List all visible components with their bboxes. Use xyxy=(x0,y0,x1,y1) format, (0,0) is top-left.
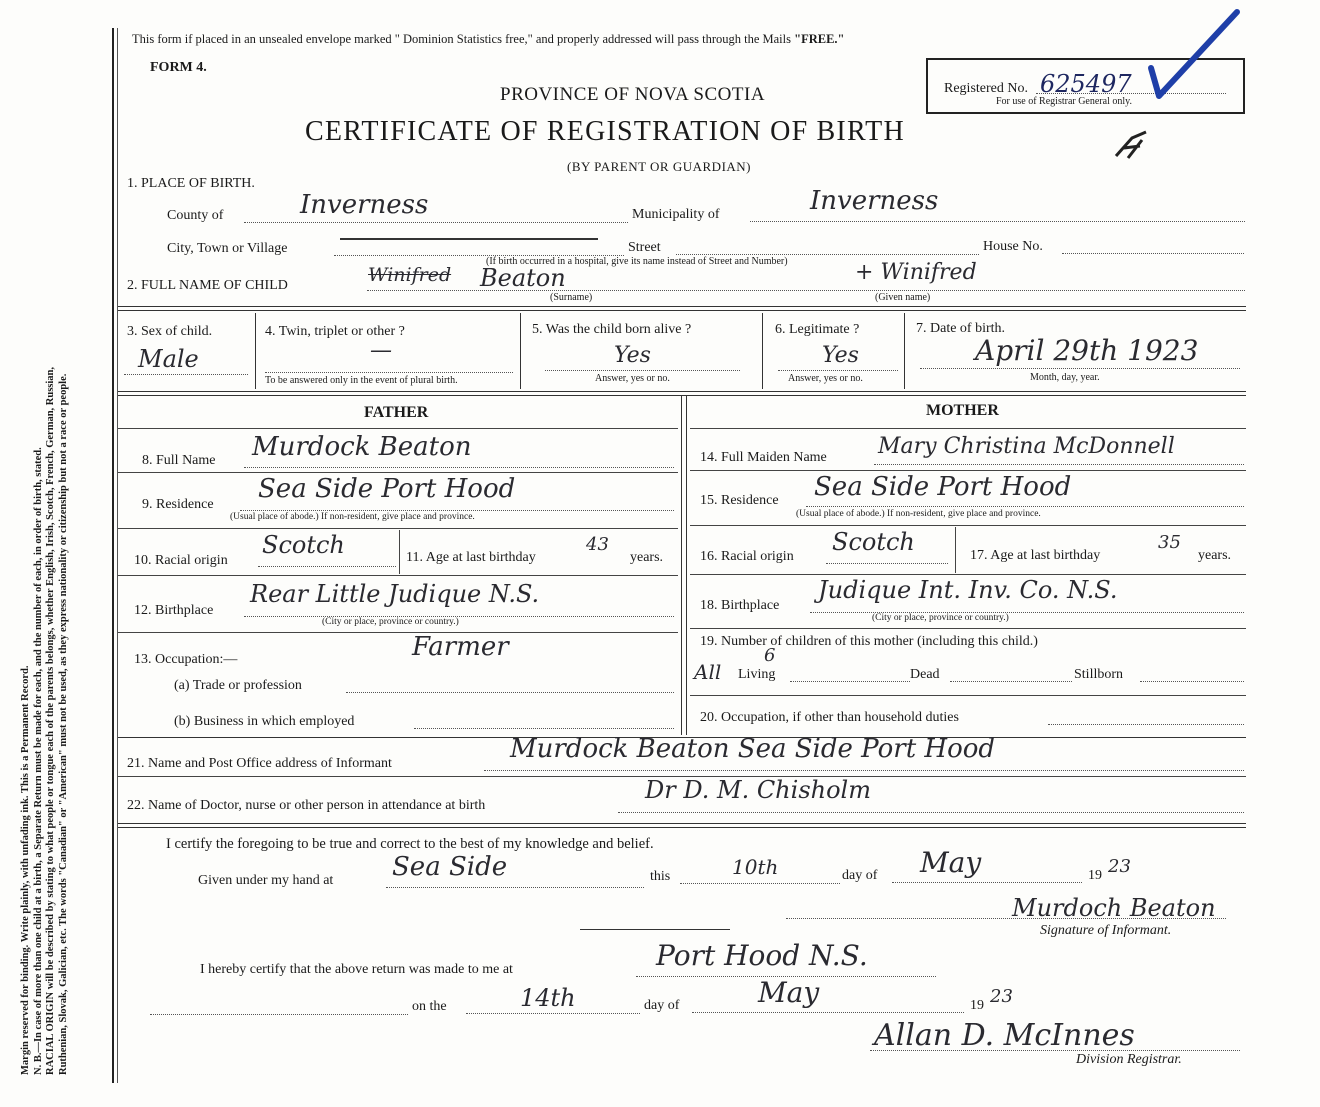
registrar-caption: Division Registrar. xyxy=(1076,1052,1182,1067)
mother-birthplace-note: (City or place, province or country.) xyxy=(872,613,1009,623)
binding-margin-rule-inner xyxy=(117,28,118,1083)
father-birthplace-label: 12. Birthplace xyxy=(134,603,214,618)
father-residence-value: Sea Side Port Hood xyxy=(258,474,516,504)
father-name-label: 8. Full Name xyxy=(142,453,216,468)
father-age-label: 11. Age at last birthday xyxy=(406,550,536,565)
margin-line-1: Margin reserved for binding. Write plainly, with unfading ink. This is a Permanent Record. xyxy=(20,665,31,1075)
municipality-label: Municipality of xyxy=(632,207,720,222)
informant-signature: Murdoch Beaton xyxy=(1012,894,1216,922)
legitimate-value: Yes xyxy=(822,343,859,368)
born-alive-value: Yes xyxy=(614,343,651,368)
registrar-day-value: 14th xyxy=(520,984,576,1012)
province-title: PROVINCE OF NOVA SCOTIA xyxy=(500,84,766,105)
date-of-birth-note: Month, day, year. xyxy=(1030,372,1100,383)
year-value: 23 xyxy=(1108,856,1131,877)
twin-value: — xyxy=(370,338,392,363)
city-label: City, Town or Village xyxy=(167,241,288,256)
year-prefix: 19 xyxy=(1088,868,1102,883)
twin-note: To be answered only in the event of plural birth. xyxy=(265,375,458,386)
registered-note: For use of Registrar General only. xyxy=(996,96,1132,107)
postal-note: This form if placed in an unsealed envelope marked " Dominion Statistics free," and properly addressed will pass through the Mails "FREE." xyxy=(132,32,845,46)
mother-residence-value: Sea Side Port Hood xyxy=(814,472,1072,502)
mother-occupation-label: 20. Occupation, if other than household duties xyxy=(700,710,959,725)
registrar-month-value: May xyxy=(758,976,820,1009)
father-racial-value: Scotch xyxy=(262,531,345,559)
mother-residence-note: (Usual place of abode.) If non-resident, give place and province. xyxy=(796,509,1041,519)
margin-instructions xyxy=(20,15,70,1075)
children-count-label: 19. Number of children of this mother (including this child.) xyxy=(700,634,1038,649)
this-label: this xyxy=(650,869,671,884)
on-the-label: on the xyxy=(412,999,447,1014)
mother-racial-value: Scotch xyxy=(832,528,915,556)
given-place-value: Sea Side xyxy=(392,852,508,882)
dead-label: Dead xyxy=(910,667,940,682)
margin-line-4: Ruthenian, Slovak, Galician, etc. The words "Canadian" or "American" must not be used, as they express nationality or citizenship but not a race or people. xyxy=(57,373,69,1075)
father-residence-note: (Usual place of abode.) If non-resident, give place and province. xyxy=(230,512,475,522)
child-name-label: 2. FULL NAME OF CHILD xyxy=(127,278,288,293)
mother-heading: MOTHER xyxy=(926,402,999,419)
father-racial-label: 10. Racial origin xyxy=(134,553,228,568)
date-of-birth-label: 7. Date of birth. xyxy=(916,321,1006,336)
given-under-label: Given under my hand at xyxy=(198,873,334,888)
county-value: Inverness xyxy=(300,190,429,220)
hospital-note: (If birth occurred in a hospital, give its name instead of Street and Number) xyxy=(486,256,788,267)
stillborn-label: Stillborn xyxy=(1074,667,1124,682)
street-label: Street xyxy=(628,240,661,255)
born-alive-note: Answer, yes or no. xyxy=(595,373,670,384)
child-given-value: + Winifred xyxy=(855,260,977,285)
informant-label: 21. Name and Post Office address of Informant xyxy=(127,756,392,771)
registrar-year-prefix: 19 xyxy=(970,998,984,1013)
city-dash xyxy=(340,238,598,240)
day-value: 10th xyxy=(732,855,779,879)
house-number-label: House No. xyxy=(983,239,1043,254)
living-value: 6 xyxy=(764,645,776,666)
born-alive-label: 5. Was the child born alive ? xyxy=(532,322,692,337)
father-age-unit: years. xyxy=(630,550,664,565)
margin-line-2: N. B.—In case of more than one child at a birth, a Separate Return must be made for each, and the number of each, in order of birth, stated. xyxy=(32,447,44,1075)
registrar-day-of-label: day of xyxy=(644,998,680,1013)
father-business-label: (b) Business in which employed xyxy=(174,714,355,729)
father-trade-label: (a) Trade or profession xyxy=(174,678,302,693)
legitimate-label: 6. Legitimate ? xyxy=(775,322,860,337)
ink-mark-icon xyxy=(1112,128,1152,164)
father-occupation-label: 13. Occupation:— xyxy=(134,652,238,667)
child-surname-value: Beaton xyxy=(480,264,566,292)
registrar-year-value: 23 xyxy=(990,986,1013,1007)
mother-age-label: 17. Age at last birthday xyxy=(970,548,1101,563)
sex-value: Male xyxy=(138,345,199,373)
registered-value: 625497 xyxy=(1040,70,1132,98)
living-label: Living xyxy=(738,667,776,682)
registrar-signature: Allan D. McInnes xyxy=(874,1018,1135,1053)
informant-value: Murdock Beaton Sea Side Port Hood xyxy=(510,734,996,764)
father-age-value: 43 xyxy=(586,534,609,555)
mother-racial-label: 16. Racial origin xyxy=(700,549,794,564)
page-title: CERTIFICATE OF REGISTRATION OF BIRTH xyxy=(305,116,905,147)
mother-name-value: Mary Christina McDonnell xyxy=(878,434,1175,459)
sex-label: 3. Sex of child. xyxy=(127,324,213,339)
children-all-value: All xyxy=(694,660,722,684)
place-of-birth-heading: 1. PLACE OF BIRTH. xyxy=(127,176,255,191)
legitimate-note: Answer, yes or no. xyxy=(788,373,863,384)
month-value: May xyxy=(920,846,982,879)
county-label: County of xyxy=(167,208,224,223)
margin-line-3: RACIAL ORIGIN will be described by stating to what people or tongue each of the parents belongs, whether English, Irish, Scotch, French, German, Russian, xyxy=(45,366,56,1075)
father-occupation-value: Farmer xyxy=(412,632,509,662)
mother-age-unit: years. xyxy=(1198,548,1232,563)
registrar-statement: I hereby certify that the above return was made to me at xyxy=(200,962,513,977)
father-birthplace-value: Rear Little Judique N.S. xyxy=(250,580,540,608)
father-name-value: Murdock Beaton xyxy=(252,432,472,462)
mother-name-label: 14. Full Maiden Name xyxy=(700,450,827,465)
father-residence-label: 9. Residence xyxy=(142,497,214,512)
father-birthplace-note: (City or place, province or country.) xyxy=(322,617,459,627)
signature-caption: Signature of Informant. xyxy=(1040,923,1172,938)
doctor-label: 22. Name of Doctor, nurse or other person in attendance at birth xyxy=(127,798,486,813)
surname-caption: (Surname) xyxy=(550,292,593,303)
day-of-label: day of xyxy=(842,868,878,883)
mother-birthplace-value: Judique Int. Inv. Co. N.S. xyxy=(818,576,1118,604)
twin-label: 4. Twin, triplet or other ? xyxy=(265,324,405,339)
binding-margin-rule xyxy=(112,28,114,1083)
date-of-birth-value: April 29th 1923 xyxy=(975,334,1199,367)
doctor-value: Dr D. M. Chisholm xyxy=(645,776,871,804)
mother-age-value: 35 xyxy=(1158,532,1181,553)
page-subtitle: (BY PARENT OR GUARDIAN) xyxy=(567,159,752,174)
mother-birthplace-label: 18. Birthplace xyxy=(700,598,780,613)
registrar-place-value: Port Hood N.S. xyxy=(656,939,868,972)
given-caption: (Given name) xyxy=(875,292,931,303)
father-heading: FATHER xyxy=(364,404,429,421)
certify-statement: I certify the foregoing to be true and correct to the best of my knowledge and belief. xyxy=(166,836,654,852)
blue-checkmark-icon xyxy=(1145,6,1245,106)
municipality-value: Inverness xyxy=(810,186,939,216)
registered-label: Registered No. xyxy=(944,81,1028,96)
mother-residence-label: 15. Residence xyxy=(700,493,779,508)
child-name-struck: Winifred xyxy=(368,264,452,286)
form-number: FORM 4. xyxy=(150,60,207,75)
